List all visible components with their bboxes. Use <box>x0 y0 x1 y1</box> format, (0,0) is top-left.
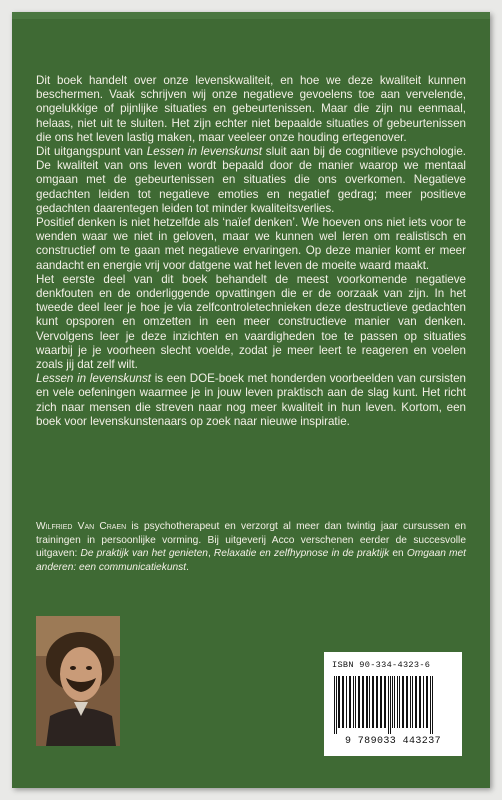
ean-number: 9 789033 443237 <box>344 736 441 747</box>
barcode-bar <box>362 676 364 728</box>
barcode-bar <box>412 676 413 728</box>
barcode-bar <box>349 676 351 728</box>
barcode-bar <box>372 676 374 728</box>
barcode-bar <box>415 676 417 728</box>
barcode-bar <box>432 676 433 734</box>
barcode-bar <box>406 676 408 728</box>
barcode-bar <box>336 676 337 734</box>
author-bio: Wilfried Van Craen is psychotherapeut en verzorgt al meer dan twintig jaar cursussen en trainingen in persoonlijke vorming. Bij uitgeverij Acco verschenen eerder de succesvolle uitgaven: De praktijk van het genieten, Relaxatie en zelfhypnose in de praktijk en Omgaan met anderen: een communicatiekunst. <box>36 521 467 573</box>
barcode-bar <box>346 676 347 728</box>
barcode-label <box>324 652 462 756</box>
barcode-bar <box>399 676 400 728</box>
barcode-bar <box>380 676 382 728</box>
other-book-title: Relaxatie en zelfhypnose in de praktijk <box>213 548 390 560</box>
blurb-paragraph-5: Lessen in levenskunst is een DOE-boek met honderden voorbeelden van cursisten en vele oefeningen waarmee je in jouw leven praktisch aan de slag kunt. Het richt zich naar mensen die streven naar nog meer kwaliteit in hun leven. Kortom, een boek voor levenskunstenaars op zoek naar nieuwe inspiratie. <box>36 372 466 428</box>
other-book-title: De praktijk van het genieten <box>80 548 208 560</box>
blurb-paragraph-1: Dit boek handelt over onze levenskwaliteit, en hoe we deze kwaliteit kunnen beschermen. Vaak schrijven wij onze negatieve gevoelens toe aan vervelende, ongelukkige of pijnlijke situaties en gebeurtenissen. Maar die zijn nu eenmaal, helaas, niet uit te sluiten. Het zijn echter niet bepaalde situaties of gebeurtenissen die ons het leven lastig maken, maar veeleer onze houding ertegenover. <box>36 74 466 144</box>
barcode-bar <box>388 676 389 734</box>
barcode-bar <box>390 676 391 734</box>
barcode-bar <box>342 676 344 728</box>
blurb-paragraph-2: Dit uitgangspunt van Lessen in levenskunst sluit aan bij de cognitieve psychologie. De kwaliteit van ons leven wordt bepaald door de manier waarop we mentaal omgaan met de gebeurtenissen en situaties die ons overkomen. Negatieve gedachten leiden tot negatieve emoties en negatief gedrag; meer positieve gedachten daarentegen leiden tot minder kwaliteitsverlies. <box>36 145 466 215</box>
barcode-bar <box>423 676 424 728</box>
author-portrait-image <box>36 616 120 746</box>
barcode-bar <box>338 676 340 728</box>
barcode-bar <box>410 676 411 728</box>
barcode-bar <box>355 676 356 728</box>
barcode-bar <box>384 676 386 728</box>
isbn-number: ISBN 90-334-4323-6 <box>332 660 431 670</box>
barcode-bar <box>419 676 421 728</box>
barcode-bar <box>366 676 368 728</box>
barcode-bar <box>394 676 395 728</box>
barcode-bar <box>430 676 431 734</box>
barcode-bar <box>397 676 398 728</box>
barcode-bar <box>376 676 378 728</box>
barcode-bars <box>332 676 454 734</box>
barcode-bar <box>358 676 360 728</box>
blurb-text <box>36 74 466 429</box>
blurb-paragraph-4: Het eerste deel van dit boek behandelt de meest voorkomende negatieve denkfouten en de onderliggende opvattingen die er de oorzaak van zijn. In het tweede deel leer je hoe je via zelfcontroletechnieken deze destructieve gedachten kunt opsporen en omzetten in een meer constructieve manier van denken. Vervolgens leer je deze inzichten en vaardigheden toe te passen op situaties waarbij je je voorheen slecht voelde, zodat je meer leert te reageren en voelen zoals jij dat zelf wilt. <box>36 272 466 372</box>
book-title: Lessen in levenskunst <box>146 145 262 159</box>
barcode-bar <box>426 676 428 728</box>
barcode-bar <box>402 676 404 728</box>
other-book-title: Omgaan met anderen: een communicatiekunst <box>36 548 467 573</box>
barcode-bar <box>369 676 370 728</box>
barcode-bar <box>334 676 335 734</box>
book-title: Lessen in levenskunst <box>36 372 152 386</box>
barcode-bar <box>353 676 354 728</box>
author-name: Wilfried Van Craen <box>36 521 127 532</box>
author-photo <box>36 616 120 746</box>
book-back-cover <box>12 12 490 788</box>
barcode-bar <box>392 676 393 728</box>
cover-top-edge <box>12 12 490 19</box>
blurb-paragraph-3: Positief denken is niet hetzelfde als ‘naïef denken’. We hoeven ons niet iets voor te wenden waar we niet in geloven, maar we kunnen wel leren om realistisch en constructief om te gaan met negatieve ervaringen. Op deze manier komt er meer aandacht en energie vrij voor datgene wat het leven de moeite waard maakt. <box>36 216 466 272</box>
